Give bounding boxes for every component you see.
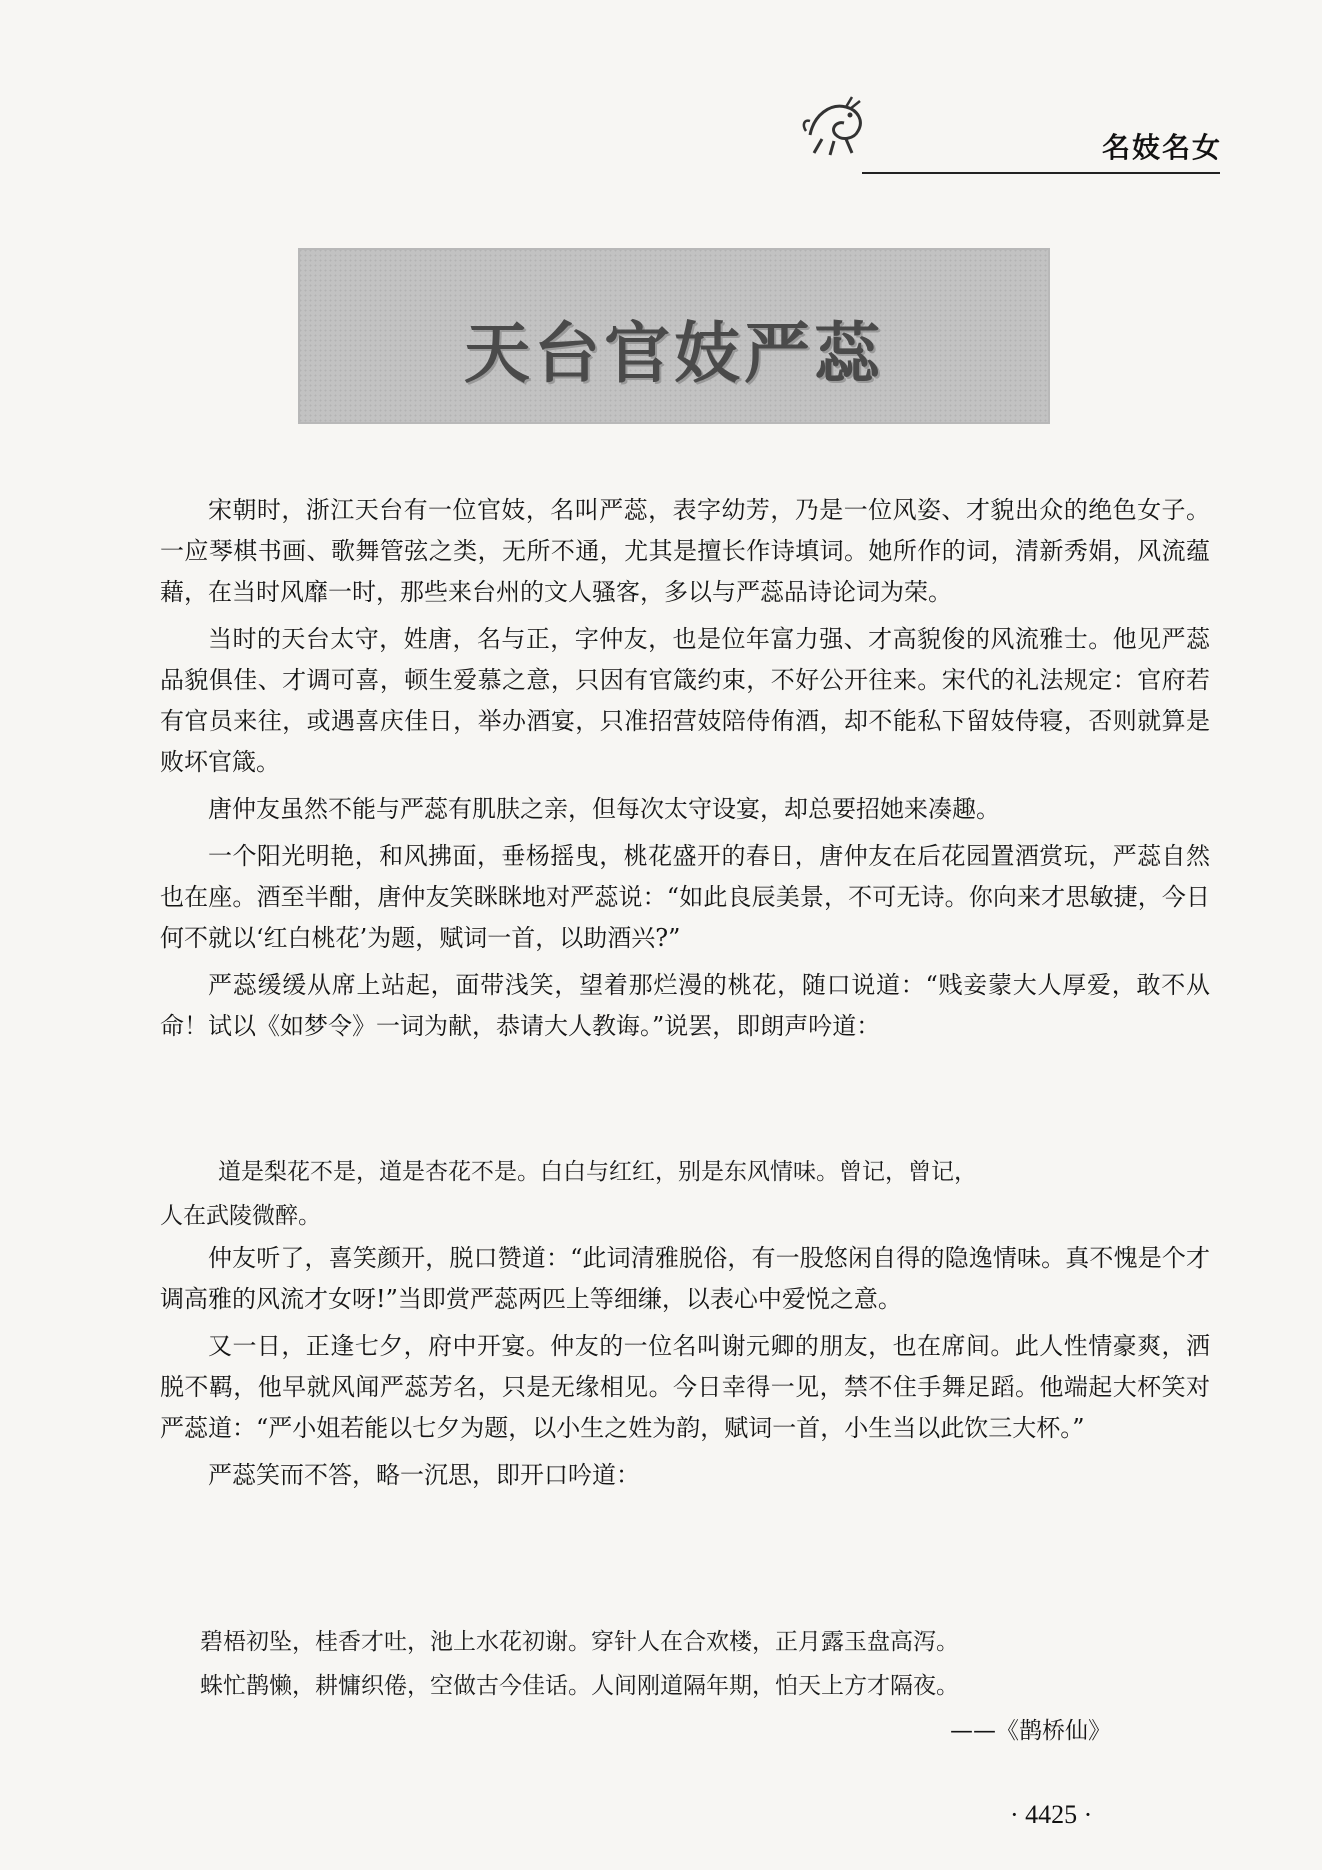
article-body-continued [160, 1238, 1210, 1502]
paragraph: 当时的天台太守，姓唐，名与正，字仲友，也是位年富力强、才高貌俊的风流雅士。他见严蕊品貌俱佳、才调可喜，顿生爱慕之意，只因有官箴约束，不好公开往来。宋代的礼法规定：官府若有官员来往，或遇喜庆佳日，举办酒宴，只准招营妓陪侍侑酒，却不能私下留妓侍寝，否则就算是败坏官箴。 [160, 625, 1210, 776]
poem-rumengling [160, 1150, 1160, 1238]
paragraph: 严蕊缓缓从席上站起，面带浅笑，望着那烂漫的桃花，随口说道：“贱妾蒙大人厚爱，敢不从命！试以《如梦令》一词为献，恭请大人教诲。”说罢，即朗声吟道： [160, 971, 1210, 1040]
poem-line: 蛛忙鹊懒，耕慵织倦，空做古今佳话。人间刚道隔年期，怕天上方才隔夜。 [200, 1673, 959, 1699]
paragraph: 宋朝时，浙江天台有一位官妓，名叫严蕊，表字幼芳，乃是一位风姿、才貌出众的绝色女子。一应琴棋书画、歌舞管弦之类，无所不通，尤其是擅长作诗填词。她所作的词，清新秀娟，风流蕴藉，在当时风靡一时，那些来台州的文人骚客，多以与严蕊品诗论词为荣。 [160, 496, 1210, 606]
poem-line: 人在武陵微醉。 [160, 1203, 321, 1229]
title-banner [298, 248, 1050, 424]
page-number: · 4425 · [1010, 1800, 1093, 1829]
article-body [160, 490, 1210, 1053]
paragraph: 仲友听了，喜笑颜开，脱口赞道：“此词清雅脱俗，有一股悠闲自得的隐逸情味。真不愧是个才调高雅的风流才女呀!”当即赏严蕊两匹上等细缣，以表心中爱悦之意。 [160, 1244, 1210, 1313]
paragraph: 又一日，正逢七夕，府中开宴。仲友的一位名叫谢元卿的朋友，也在席间。此人性情豪爽，洒脱不羁，他早就风闻严蕊芳名，只是无缘相见。今日幸得一见，禁不住手舞足蹈。他端起大杯笑对严蕊道：“严小姐若能以七夕为题，以小生之姓为韵，赋词一首，小生当以此饮三大杯。” [160, 1332, 1210, 1442]
paragraph: 一个阳光明艳，和风拂面，垂杨摇曳，桃花盛开的春日，唐仲友在后花园置酒赏玩，严蕊自然也在座。酒至半酣，唐仲友笑眯眯地对严蕊说：“如此良辰美景，不可无诗。你向来才思敏捷，今日何不就以‘红白桃花’为题，赋词一首，以助酒兴?” [160, 842, 1210, 952]
paragraph: 严蕊笑而不答，略一沉思，即开口吟道： [208, 1461, 640, 1489]
paragraph: 唐仲友虽然不能与严蕊有肌肤之亲，但每次太守设宴，却总要招她来凑趣。 [208, 795, 1000, 823]
poem-queqiaoxian [200, 1620, 1200, 1708]
section-title: 名妓名女 [1101, 131, 1222, 164]
header-rule [862, 172, 1220, 174]
poem-source: ——《鹊桥仙》 [950, 1718, 1111, 1744]
dragon-emblem-icon [800, 95, 870, 157]
poem-line: 碧梧初坠，桂香才吐，池上水花初谢。穿针人在合欢楼，正月露玉盘高泻。 [200, 1629, 959, 1655]
article-title: 天台官妓严蕊 [464, 314, 884, 392]
poem-line: 道是梨花不是，道是杏花不是。白白与红红，别是东风情味。曾记，曾记， [218, 1159, 977, 1185]
